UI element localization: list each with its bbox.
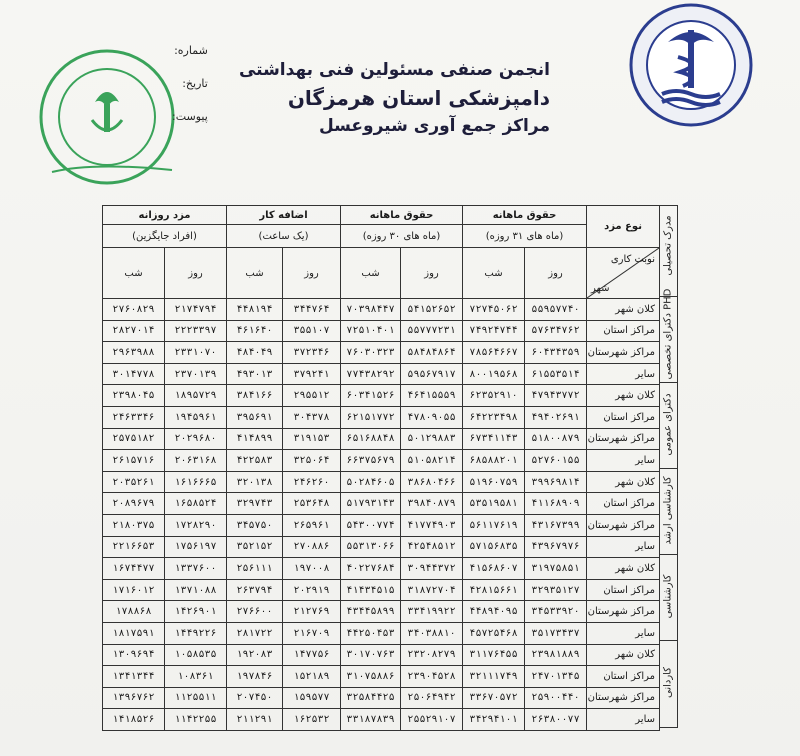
city-cell: کلان شهر [587,471,660,493]
wage-table-body [103,299,660,731]
value-cell: ۳۱۰۷۵۸۸۶ [341,666,401,688]
value-cell: ۲۳۲۰۸۲۷۹ [401,644,463,666]
value-cell: ۳۴۲۹۴۱۰۱ [463,709,525,731]
night-header: شب [341,248,401,299]
value-cell: ۱۳۷۱۰۸۸ [165,579,227,601]
value-cell: ۴۲۵۴۸۵۱۲ [401,536,463,558]
city-cell: مراکز استان [587,406,660,428]
value-cell: ۳۵۱۷۳۴۳۷ [525,622,587,644]
value-cell: ۶۲۳۵۲۹۱۰ [463,385,525,407]
night-header: شب [103,248,165,299]
value-cell: ۲۰۲۹۶۸۰ [165,428,227,450]
day-header: روز [165,248,227,299]
table-row [103,644,660,666]
group-header-31: حقوق ماهانه [463,206,587,225]
value-cell: ۵۹۵۶۷۹۱۷ [401,363,463,385]
value-cell: ۵۱۹۶۰۷۵۹ [463,471,525,493]
day-header: روز [283,248,341,299]
value-cell: ۳۲۰۱۳۸ [227,471,283,493]
value-cell: ۴۴۸۱۹۴ [227,299,283,321]
value-cell: ۱۷۵۶۱۹۷ [165,536,227,558]
value-cell: ۴۹۴۰۲۶۹۱ [525,406,587,428]
value-cell: ۴۸۴۰۴۹ [227,342,283,364]
value-cell: ۶۶۳۷۵۶۷۹ [341,450,401,472]
table-row [103,666,660,688]
value-cell: ۱۳۳۷۶۰۰ [165,558,227,580]
group-sub-overtime: (یک ساعت) [227,225,341,248]
city-cell: مراکز شهرستان [587,428,660,450]
value-cell: ۳۲۵۸۴۴۲۵ [341,687,401,709]
table-row [103,622,660,644]
value-cell: ۶۱۵۵۳۵۱۴ [525,363,587,385]
value-cell: ۴۱۷۷۴۹۰۳ [401,514,463,536]
city-cell: مراکز استان [587,320,660,342]
value-cell: ۸۰۰۱۹۵۶۸ [463,363,525,385]
value-cell: ۵۵۹۵۷۷۴۰ [525,299,587,321]
table-row [103,558,660,580]
header-line-3: مراکز جمع آوری شیروعسل [318,116,550,136]
value-cell: ۲۱۱۲۹۱ [227,709,283,731]
value-cell: ۳۴۰۳۸۸۱۰ [401,622,463,644]
value-cell: ۳۹۹۶۹۸۱۴ [525,471,587,493]
value-cell: ۱۷۱۶۰۱۲ [103,579,165,601]
value-cell: ۳۱۱۷۶۴۵۵ [463,644,525,666]
degree-label: دکترای تخصصی PHD [662,288,674,380]
value-cell: ۱۴۴۹۲۲۶ [165,622,227,644]
value-cell: ۱۷۲۸۲۹۰ [165,514,227,536]
city-cell: مراکز شهرستان [587,514,660,536]
city-cell: سایر [587,709,660,731]
table-row [103,385,660,407]
value-cell: ۷۲۷۴۵۰۶۲ [463,299,525,321]
value-cell: ۱۳۹۶۷۶۲ [103,687,165,709]
table-row [103,536,660,558]
group-sub-daily: (افراد جایگزین) [103,225,227,248]
value-cell: ۳۲۱۱۱۷۴۹ [463,666,525,688]
value-cell: ۱۹۲۰۸۳ [227,644,283,666]
value-cell: ۲۱۷۴۷۹۴ [165,299,227,321]
value-cell: ۵۲۷۶۰۱۵۵ [525,450,587,472]
number-field: شماره: [174,44,208,57]
value-cell: ۷۲۵۱۰۴۰۱ [341,320,401,342]
table-row [103,709,660,731]
value-cell: ۲۵۰۶۴۹۴۲ [401,687,463,709]
value-cell: ۱۸۹۵۷۲۹ [165,385,227,407]
value-cell: ۲۳۳۱۰۷۰ [165,342,227,364]
value-cell: ۷۷۴۳۸۲۹۲ [341,363,401,385]
value-cell: ۳۳۱۸۷۸۳۹ [341,709,401,731]
value-cell: ۲۶۳۸۰۰۷۷ [525,709,587,731]
value-cell: ۲۸۲۷۰۱۴ [103,320,165,342]
value-cell: ۵۱۷۹۳۱۴۳ [341,493,401,515]
value-cell: ۴۷۹۴۳۷۷۲ [525,385,587,407]
value-cell: ۳۲۵۰۶۴ [283,450,341,472]
value-cell: ۱۳۰۹۶۹۴ [103,644,165,666]
value-cell: ۴۰۲۲۷۶۸۴ [341,558,401,580]
value-cell: ۴۶۴۱۵۵۵۹ [401,385,463,407]
value-cell: ۵۸۴۸۴۸۶۴ [401,342,463,364]
group-sub-31: (ماه های ۳۱ روزه) [463,225,587,248]
city-cell: سایر [587,536,660,558]
value-cell: ۲۱۲۷۶۹ [283,601,341,623]
city-cell: سایر [587,363,660,385]
value-cell: ۱۶۲۵۳۲ [283,709,341,731]
value-cell: ۲۳۹۸۱۸۸۹ [525,644,587,666]
value-cell: ۷۴۹۲۴۷۴۴ [463,320,525,342]
value-cell: ۳۴۴۷۶۴ [283,299,341,321]
value-cell: ۳۴۵۷۵۰ [227,514,283,536]
value-cell: ۱۴۱۸۵۲۶ [103,709,165,731]
value-cell: ۳۱۸۷۲۷۰۴ [401,579,463,601]
value-cell: ۱۸۱۷۵۹۱ [103,622,165,644]
table-row [103,428,660,450]
value-cell: ۲۶۳۷۹۴ [227,579,283,601]
table-row [103,363,660,385]
value-cell: ۳۲۹۷۴۳ [227,493,283,515]
value-cell: ۱۶۷۴۴۷۷ [103,558,165,580]
value-cell: ۲۴۶۳۳۴۶ [103,406,165,428]
letter-fields [172,44,208,143]
value-cell: ۴۱۱۶۸۹۰۹ [525,493,587,515]
value-cell: ۴۶۱۶۴۰ [227,320,283,342]
value-cell: ۲۰۶۳۱۶۸ [165,450,227,472]
night-header: شب [227,248,283,299]
value-cell: ۱۶۱۶۶۶۵ [165,471,227,493]
value-cell: ۳۸۶۸۰۴۶۶ [401,471,463,493]
table-row [103,320,660,342]
value-cell: ۵۰۲۸۴۶۰۵ [341,471,401,493]
value-cell: ۳۵۵۱۰۷ [283,320,341,342]
table-row [103,601,660,623]
table-row [103,299,660,321]
value-cell: ۱۹۴۵۹۶۱ [165,406,227,428]
value-cell: ۷۶۰۳۰۳۲۳ [341,342,401,364]
value-cell: ۶۵۱۶۸۸۴۸ [341,428,401,450]
shift-label: نوبت کاری [610,254,656,265]
value-cell: ۲۰۸۹۶۷۹ [103,493,165,515]
official-seal-icon [32,42,182,192]
value-cell: ۱۵۲۱۸۹ [283,666,341,688]
value-cell: ۳۹۵۶۹۱ [227,406,283,428]
value-cell: ۱۴۷۷۵۶ [283,644,341,666]
value-cell: ۵۷۶۳۴۷۶۲ [525,320,587,342]
degree-column-border [659,205,678,728]
value-cell: ۳۳۴۱۹۹۲۲ [401,601,463,623]
value-cell: ۲۷۶۶۰۰ [227,601,283,623]
table-row [103,687,660,709]
value-cell: ۳۷۲۳۴۶ [283,342,341,364]
city-cell: مراکز استان [587,493,660,515]
value-cell: ۱۶۵۸۵۲۴ [165,493,227,515]
city-cell: کلان شهر [587,385,660,407]
table-row [103,514,660,536]
degree-label: کاردانی [662,667,674,698]
value-cell: ۲۹۶۳۹۸۸ [103,342,165,364]
date-field: تاریخ: [182,77,208,90]
value-cell: ۵۰۱۲۹۸۸۳ [401,428,463,450]
value-cell: ۴۱۵۶۸۶۰۷ [463,558,525,580]
value-cell: ۱۱۴۲۲۵۵ [165,709,227,731]
value-cell: ۵۶۱۱۷۶۱۹ [463,514,525,536]
value-cell: ۳۳۶۷۰۵۷۲ [463,687,525,709]
value-cell: ۵۱۰۵۸۲۱۴ [401,450,463,472]
value-cell: ۲۶۱۵۷۱۶ [103,450,165,472]
value-cell: ۳۹۸۴۰۸۷۹ [401,493,463,515]
group-header-30: حقوق ماهانه [341,206,463,225]
table-row [103,406,660,428]
value-cell: ۶۸۵۸۸۲۰۱ [463,450,525,472]
city-cell: مراکز شهرستان [587,342,660,364]
value-cell: ۴۴۲۵۰۴۵۳ [341,622,401,644]
value-cell: ۲۷۰۸۸۶ [283,536,341,558]
city-cell: سایر [587,622,660,644]
value-cell: ۲۹۵۵۱۲ [283,385,341,407]
value-cell: ۲۵۷۵۱۸۲ [103,428,165,450]
value-cell: ۲۵۵۲۹۱۰۷ [401,709,463,731]
degree-label: کارشناسی [662,574,674,619]
shift-city-corner [587,248,660,299]
value-cell: ۵۵۷۷۷۲۳۱ [401,320,463,342]
wage-table [102,205,660,731]
value-cell: ۲۴۶۲۶۰ [283,471,341,493]
group-header-daily: مزد روزانه [103,206,227,225]
value-cell: ۲۸۱۷۲۲ [227,622,283,644]
value-cell: ۲۵۹۰۰۴۴۰ [525,687,587,709]
city-cell: مراکز استان [587,666,660,688]
value-cell: ۳۷۹۲۴۱ [283,363,341,385]
value-cell: ۵۵۳۱۳۰۶۶ [341,536,401,558]
value-cell: ۱۰۸۳۶۱ [165,666,227,688]
value-cell: ۳۰۹۴۴۳۷۲ [401,558,463,580]
value-cell: ۴۵۷۲۵۴۶۸ [463,622,525,644]
table-row [103,493,660,515]
value-cell: ۵۳۵۱۹۵۸۱ [463,493,525,515]
corner-header: نوع مزد [587,206,660,248]
day-header: روز [525,248,587,299]
value-cell: ۱۱۲۵۵۱۱ [165,687,227,709]
value-cell: ۱۷۸۸۶۸ [103,601,165,623]
value-cell: ۳۴۵۳۳۹۲۰ [525,601,587,623]
night-header: شب [463,248,525,299]
group-sub-30: (ماه های ۳۰ روزه) [341,225,463,248]
value-cell: ۱۰۵۸۵۳۵ [165,644,227,666]
value-cell: ۵۴۳۰۰۷۷۴ [341,514,401,536]
header-line-2: دامپزشکی استان هرمزگان [287,86,550,110]
value-cell: ۴۳۱۶۷۳۹۹ [525,514,587,536]
value-cell: ۲۰۲۹۱۹ [283,579,341,601]
group-header-overtime: اضافه کار [227,206,341,225]
value-cell: ۱۴۲۶۹۰۱ [165,601,227,623]
table-row [103,579,660,601]
value-cell: ۱۹۷۸۴۶ [227,666,283,688]
degree-label: کارشناسی ارشد [662,476,674,545]
value-cell: ۳۵۲۱۵۲ [227,536,283,558]
value-cell: ۲۰۷۴۵۰ [227,687,283,709]
value-cell: ۵۷۱۵۶۸۳۵ [463,536,525,558]
value-cell: ۲۱۸۰۳۷۵ [103,514,165,536]
value-cell: ۴۴۸۹۴۰۹۵ [463,601,525,623]
value-cell: ۱۵۹۵۷۷ [283,687,341,709]
value-cell: ۵۱۸۰۰۸۷۹ [525,428,587,450]
value-cell: ۲۲۱۶۶۵۳ [103,536,165,558]
value-cell: ۲۳۹۸۰۴۵ [103,385,165,407]
value-cell: ۱۳۴۱۳۴۴ [103,666,165,688]
value-cell: ۷۸۵۶۴۶۶۷ [463,342,525,364]
value-cell: ۲۵۳۶۴۸ [283,493,341,515]
value-cell: ۳۲۹۳۵۱۲۷ [525,579,587,601]
value-cell: ۳۰۴۳۷۸ [283,406,341,428]
value-cell: ۱۹۷۰۰۸ [283,558,341,580]
value-cell: ۴۳۴۴۵۸۹۹ [341,601,401,623]
city-cell: سایر [587,450,660,472]
value-cell: ۲۳۷۰۱۳۹ [165,363,227,385]
city-cell: مراکز استان [587,579,660,601]
association-logo-icon [628,2,754,128]
value-cell: ۴۲۸۱۵۶۶۱ [463,579,525,601]
value-cell: ۶۴۲۲۳۴۹۸ [463,406,525,428]
value-cell: ۲۶۵۹۶۱ [283,514,341,536]
degree-header-label: مدرک تحصیلی [662,215,674,276]
attachment-field: پیوست: [172,110,208,123]
city-cell: مراکز شهرستان [587,687,660,709]
value-cell: ۴۹۳۰۱۳ [227,363,283,385]
city-cell: کلان شهر [587,644,660,666]
city-cell: کلان شهر [587,299,660,321]
value-cell: ۳۱۹۱۵۳ [283,428,341,450]
value-cell: ۳۰۱۴۷۷۸ [103,363,165,385]
value-cell: ۲۲۲۳۳۹۷ [165,320,227,342]
city-cell: کلان شهر [587,558,660,580]
document-header [230,60,550,136]
value-cell: ۴۲۲۵۸۳ [227,450,283,472]
value-cell: ۶۰۳۴۱۵۲۶ [341,385,401,407]
value-cell: ۴۱۴۳۴۵۱۵ [341,579,401,601]
value-cell: ۳۸۴۱۶۶ [227,385,283,407]
city-label: شهر [591,283,610,294]
value-cell: ۶۲۱۵۱۷۷۲ [341,406,401,428]
table-row [103,450,660,472]
city-cell: مراکز شهرستان [587,601,660,623]
value-cell: ۳۱۹۷۵۸۵۱ [525,558,587,580]
value-cell: ۵۴۱۵۲۶۵۲ [401,299,463,321]
table-row [103,342,660,364]
value-cell: ۲۵۶۱۱۱ [227,558,283,580]
table-row [103,471,660,493]
value-cell: ۴۷۸۰۹۰۵۵ [401,406,463,428]
day-header: روز [401,248,463,299]
value-cell: ۲۴۷۰۱۳۴۵ [525,666,587,688]
value-cell: ۴۱۴۸۹۹ [227,428,283,450]
value-cell: ۶۷۳۴۱۱۴۳ [463,428,525,450]
value-cell: ۴۳۹۶۷۹۷۶ [525,536,587,558]
value-cell: ۲۷۶۰۸۲۹ [103,299,165,321]
value-cell: ۲۳۹۰۴۵۲۸ [401,666,463,688]
header-line-1: انجمن صنفی مسئولین فنی بهداشتی [238,60,550,80]
degree-label: دکترای عمومی [662,393,674,456]
value-cell: ۶۰۴۳۴۳۵۹ [525,342,587,364]
value-cell: ۲۱۶۷۰۹ [283,622,341,644]
value-cell: ۲۰۳۵۲۶۱ [103,471,165,493]
value-cell: ۷۰۳۹۸۴۴۷ [341,299,401,321]
value-cell: ۳۰۱۷۰۷۶۳ [341,644,401,666]
